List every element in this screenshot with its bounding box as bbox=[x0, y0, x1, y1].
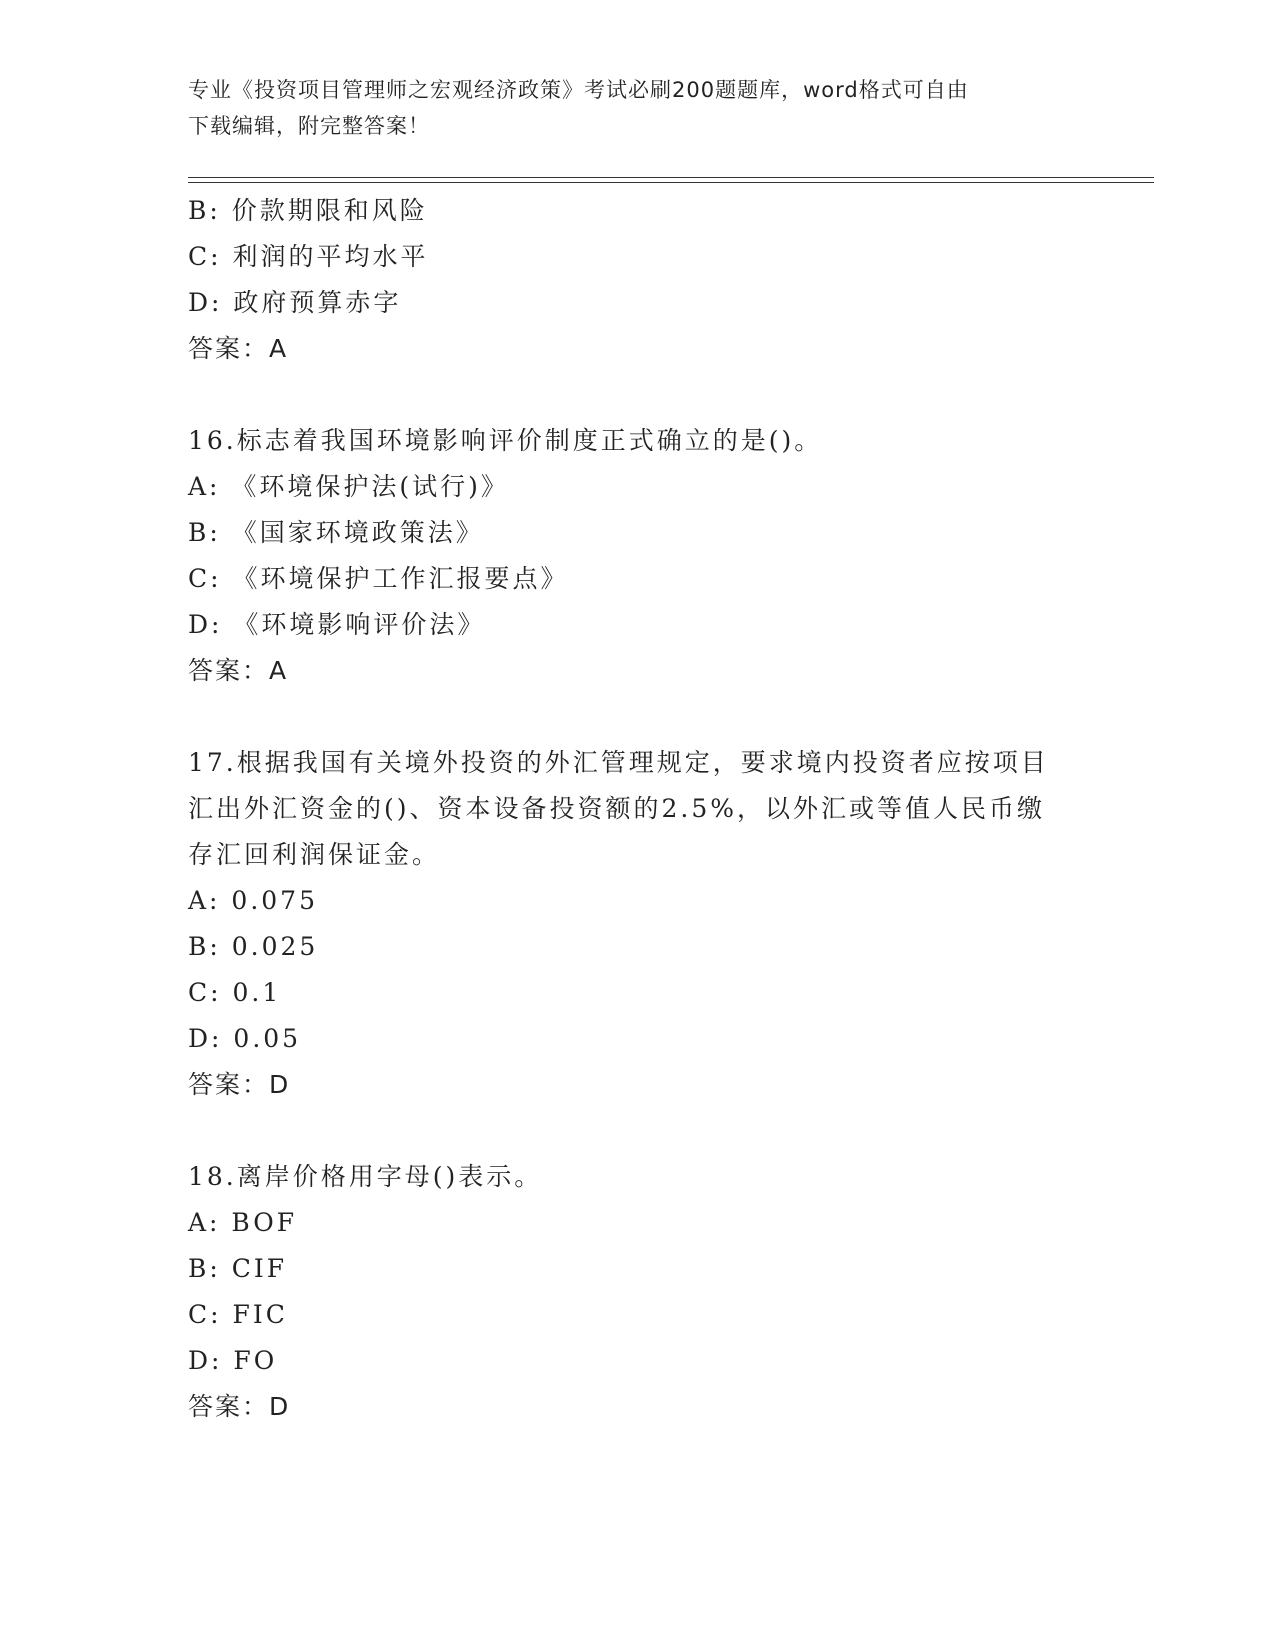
option-b: B: CIF bbox=[188, 1254, 288, 1283]
answer-line: 答案：A bbox=[188, 656, 289, 685]
option-c: C: 0.1 bbox=[188, 978, 282, 1007]
spacer bbox=[188, 372, 1088, 418]
option-c: C: FIC bbox=[188, 1300, 288, 1329]
option-b: B: 0.025 bbox=[188, 932, 319, 961]
answer-line: 答案：D bbox=[188, 1070, 291, 1099]
question-15-tail bbox=[188, 188, 1088, 372]
question-stem: 18.离岸价格用字母()表示。 bbox=[188, 1162, 543, 1191]
option-a: A: 《环境保护法(试行)》 bbox=[188, 472, 509, 501]
option-a: A: BOF bbox=[188, 1208, 298, 1237]
header-line-2: 下载编辑，附完整答案！ bbox=[188, 114, 430, 138]
option-c: C: 利润的平均水平 bbox=[188, 242, 429, 271]
option-c: C: 《环境保护工作汇报要点》 bbox=[188, 564, 569, 593]
option-d: D: 政府预算赤字 bbox=[188, 288, 402, 317]
header-rule-top bbox=[188, 177, 1154, 178]
question-16 bbox=[188, 418, 1088, 694]
question-18 bbox=[188, 1154, 1088, 1430]
header-line-1: 专业《投资项目管理师之宏观经济政策》考试必刷200题题库，word格式可自由 bbox=[188, 78, 969, 102]
option-d: D: 0.05 bbox=[188, 1024, 302, 1053]
option-d: D: 《环境影响评价法》 bbox=[188, 610, 486, 639]
answer-line: 答案：D bbox=[188, 1392, 291, 1421]
option-b: B: 《国家环境政策法》 bbox=[188, 518, 484, 547]
spacer bbox=[188, 1108, 1088, 1154]
option-d: D: FO bbox=[188, 1346, 278, 1375]
option-a: A: 0.075 bbox=[188, 886, 318, 915]
question-17 bbox=[188, 740, 1088, 1108]
header-rule-bottom bbox=[188, 182, 1154, 183]
spacer bbox=[188, 694, 1088, 740]
question-stem-line-1: 17.根据我国有关境外投资的外汇管理规定，要求境内投资者应按项目 bbox=[188, 748, 1049, 777]
question-list bbox=[188, 188, 1088, 1430]
question-stem: 16.标志着我国环境影响评价制度正式确立的是()。 bbox=[188, 426, 823, 455]
option-b: B: 价款期限和风险 bbox=[188, 196, 428, 225]
answer-line: 答案：A bbox=[188, 334, 289, 363]
question-stem-line-3: 存汇回利润保证金。 bbox=[188, 840, 441, 869]
document-header bbox=[188, 72, 1068, 144]
question-stem-line-2: 汇出外汇资金的()、资本设备投资额的2.5%，以外汇或等值人民币缴 bbox=[188, 794, 1046, 823]
